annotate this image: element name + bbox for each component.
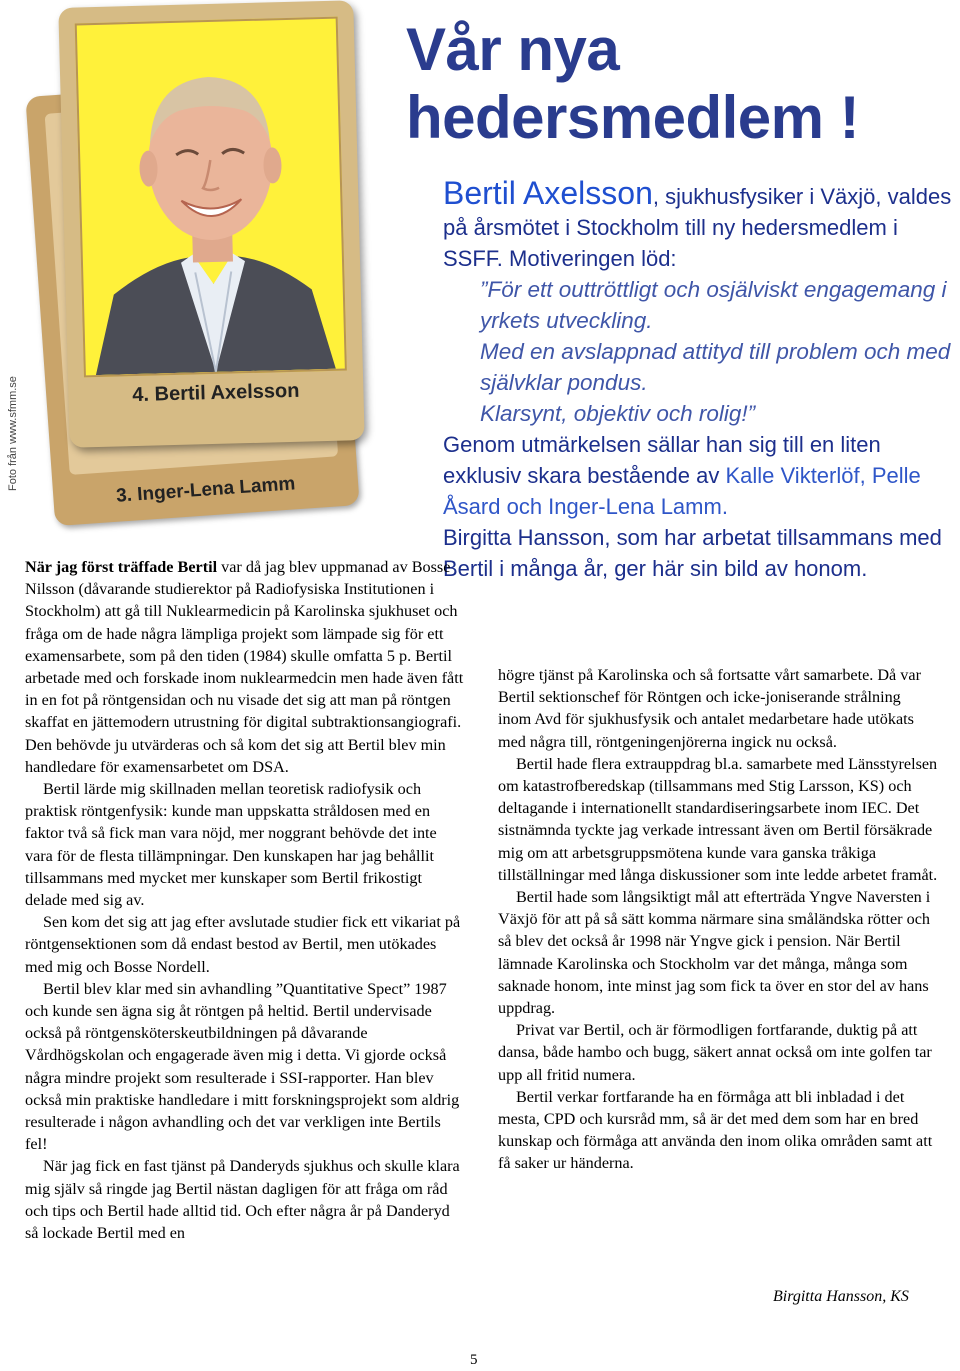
trading-card-front <box>58 0 364 448</box>
lead-in: När jag först träffade Bertil <box>25 558 218 576</box>
headline-line-2: hedersmedlem ! <box>406 84 860 151</box>
intro-paragraph-3: Birgitta Hansson, som har arbetat tillsammans med Bertil i många år, ger här sin bild av honom. <box>443 525 942 581</box>
article-left-column <box>25 556 465 1244</box>
article-right-column <box>498 664 938 1175</box>
right-paragraph-4: Privat var Bertil, och är förmodligen fortfarande, duktig på att dansa, både hambo och bugg, säkert annat också om inte golfen tar upp all fritid numera. <box>498 1021 932 1084</box>
left-paragraph-4: Bertil blev klar med sin avhandling ”Quantitative Spect” 1987 och kunde sen ägna sig åt röntgen på heltid. Bertil undervisade också på röntgensköterskeutbildningen på dåvarande Vårdhögskolan och engagerade även mig i detta. Vi gjorde också några mindre projekt som resulterade i SSI-rapporter. Han blev också min praktiske handledare i mitt forskningsprojekt som aldrig resulterade i någon avhandling och det var verkligen inte Bertils fel! <box>25 979 460 1154</box>
right-paragraph-1: högre tjänst på Karolinska och så fortsatte vårt samarbete. Då var Bertil sektionschef för Röntgen och icke-joniserande strålning inom Avd för sjukhusfysik och antalet medarbetare hade utökats med några till, röntgeningenjörerna ingick nu också. <box>498 666 921 751</box>
intro-block <box>443 175 958 584</box>
left-paragraph-3: Sen kom det sig att jag efter avslutade studier fick ett vikariat på röntgensektionen som då endast bestod av Bertil, men utökades med mig och Bosse Nordell. <box>25 913 461 976</box>
intro-text-1: , sjukhusfysiker i Växjö, valdes på årsmötet i Stockholm till ny hedersmedlem i SSFF. Motiveringen löd: <box>443 184 952 271</box>
intro-paragraph-1 <box>443 175 958 274</box>
quote-line-1: ”För ett outtröttligt och osjälviskt engagemang i yrkets utveckling. <box>480 277 947 333</box>
portrait-photo <box>75 17 347 378</box>
headline-line-1: Vår nya <box>406 16 620 83</box>
author-signature: Birgitta Hansson, KS <box>773 1288 909 1305</box>
card-back-label: 3. Inger-Lena Lamm <box>115 473 296 507</box>
page-number: 5 <box>470 1352 478 1368</box>
left-paragraph-1-text: var då jag blev uppmanad av Bosse Nilsson (dåvarande studierektor på Radiofysiska Institutionen i Stockholm) att gå till Nuklearmedicin på Karolinska sjukhuset och fråga om de hade några lämpliga projekt som lämpade sig för ett examensarbete, som på den tiden (1984) skulle omfatta 5 p. Bertil arbetade med och forskade inom nuklearmedcin men hade även fått in en fot på röntgensidan och nu visade det sig att man på röntgen skaffat en jättemodern utrustning för digital subtraktionsangiografi. Den behövde ju utvärderas och så kom det sig att Bertil blev min handledare för examensarbetet om DSA. <box>25 558 464 776</box>
left-paragraph-2: Bertil lärde mig skillnaden mellan teoretisk radiofysik och praktisk röntgenfysik: kunde man uppskatta stråldosen med en faktor två så fick man vara nöjd, mer noggrant behövde det inte vara för de flesta tillämpningar. Den kunskapen har jag behållit tillsammans med mycket mer kunskaper som Bertil frikostigt delade med sig av. <box>25 780 437 910</box>
photo-credit: Foto från www.sfmm.se <box>7 376 19 491</box>
right-paragraph-2: Bertil hade flera extrauppdrag bl.a. samarbete med Länsstyrelsen om katastrofberedskap (tillsammans med Stig Larsson, KS) och deltagande i internationellt standardiseringsarbete inom IEC. Det sistnämnda tyckte jag verkade intressant även om Bertil försäkrade mig om att arbetsgruppsmötena kunde vara ganska tråkiga tillställningar med långa diskussioner som inte ledde arbetet framåt. <box>498 754 938 884</box>
right-paragraph-3: Bertil hade som långsiktigt mål att efterträda Yngve Naversten i Växjö för att på så sätt komma närmare sina småländska rötter och så blev det också år 1998 när Yngve gick i pension. När Bertil lämnade Karolinska och Stockholm var det många, många som saknade honom, inte minst jag som fick ta över en stor del av hans uppdrag. <box>498 888 931 1018</box>
left-paragraph-1 <box>25 556 465 778</box>
quote-line-2: Med en avslappnad attityd till problem och med självklar pondus. <box>480 339 951 395</box>
intro-text-2: Genom utmärkelsen sällar han sig till en liten exklusiv skara bestående av <box>443 432 881 488</box>
intro-paragraph-2 <box>443 429 958 522</box>
card-front-label: 4. Bertil Axelsson <box>132 379 300 407</box>
previous-honorees: Kalle Vikterlöf, Pelle Åsard och Inger-Lena Lamm. <box>443 463 921 519</box>
left-paragraph-5: När jag fick en fast tjänst på Danderyds sjukhus och skulle klara mig själv så ringde jag Bertil nästan dagligen för att fråga om råd och tips och Bertil hade alltid tid. Och efter några år på Danderyd så lockade Bertil med en <box>25 1157 460 1243</box>
honoree-name: Bertil Axelsson <box>443 175 653 211</box>
right-paragraph-5: Bertil verkar fortfarande ha en förmåga att bli inbladad i det mesta, CPD och kursråd mm, så är det med dem som har en bred kunskap och förmåga att använda den inom olika områden samt att få saker ur händerna. <box>498 1087 933 1173</box>
quote-line-3: Klarsynt, objektiv och rolig!” <box>480 401 756 426</box>
headline <box>406 16 859 152</box>
portrait-illustration <box>77 19 345 376</box>
